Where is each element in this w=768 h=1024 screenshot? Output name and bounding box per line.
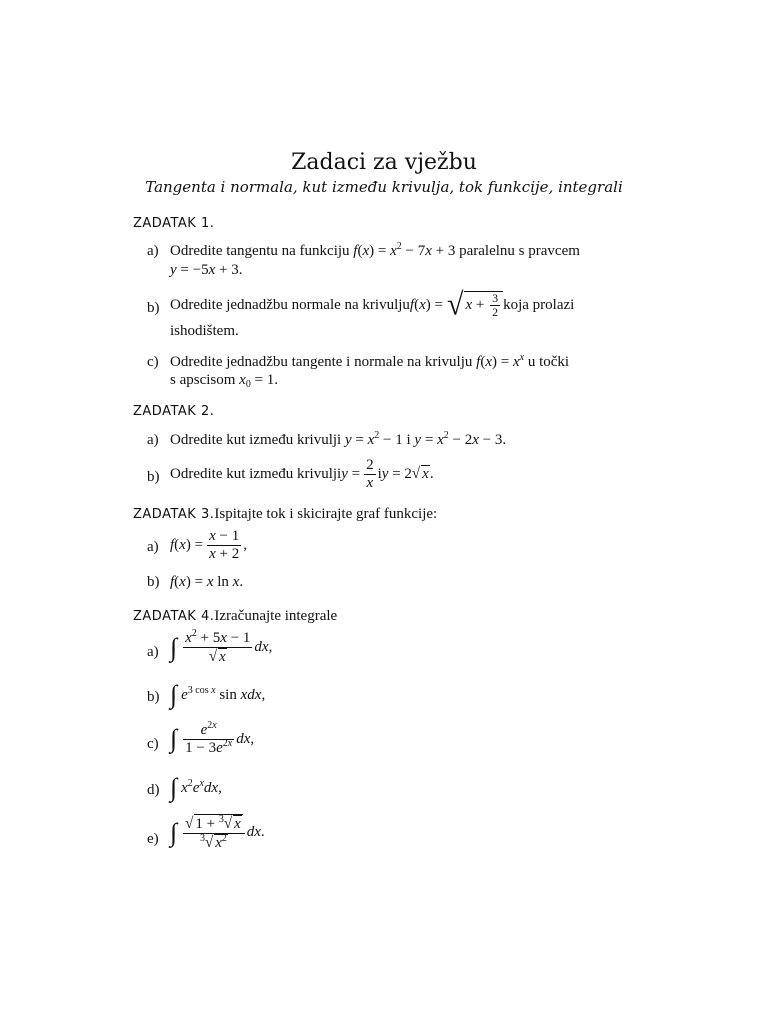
task-4c-integral: ∫ $\frac{e^{2x}}{1 - 3e^{2x}}$ dx, [170,720,255,756]
task-3b-formula: f(x) = x ln x. [170,574,244,590]
task-1a-text [170,243,580,260]
task-4a-integral: ∫ $\frac{x^2 + 5x - 1}{√ x}$ dx, [170,628,273,665]
task-1b-formula: f(x) = [409,296,443,313]
task-4-heading [133,608,337,625]
task-2a-formula-1: $y = x^2 - 1$ [344,430,403,448]
integral-icon: ∫ [170,724,178,753]
task-2a-text-start: Odredite kut između krivulji [170,432,345,448]
task-3-heading [133,506,437,523]
task-4c-label: c) [147,736,159,752]
task-1c-text-start: Odredite jednadžbu tangente i normale na krivulju [170,354,477,370]
sqrt-symbol: √ [446,287,464,322]
task-1a-line2: y = −5x + 3. [170,262,243,278]
task-3b-label: b) [147,574,160,590]
task-2b-label: b) [147,469,160,485]
task-3-heading-label: ZADATAK 3. [133,507,215,522]
task-2b-formula-1: y = [341,465,361,482]
task-4b-integral: ∫ $e^{3 cos x}$ sin xdx, [170,680,266,709]
task-3a-label: a) [147,539,159,555]
page-subtitle: Tangenta i normala, kut između krivulja, tok funkcije, integrali [145,178,623,196]
task-4b-label: b) [147,689,160,705]
task-4-instruction: Izračunajte integrale [214,608,338,624]
task-2b-and: i [377,465,382,482]
task-1a-text-start: Odredite tangentu na funkciju [170,243,354,259]
task-1c-text-end: u točki [524,354,570,370]
task-4e-integral: ∫ $\frac{√ 1 + ^3√ x}{^3√ x^2}$ dx. [170,814,265,851]
integral-icon: ∫ [170,632,178,662]
x0-symbol: $x_0$ [239,372,251,390]
task-1c-line2 [170,372,278,389]
task-1b-line2: ishodištem. [170,323,239,339]
task-3a-formula: f(x) = $\frac{x - 1}{x + 2}$ , [170,528,247,562]
task-2a-label: a) [147,432,159,448]
task-1c-line2-start: s apscisom [170,372,240,388]
task-4a-label: a) [147,644,159,660]
task-1-heading: ZADATAK 1. [133,216,215,231]
task-1a-text-end: paralelnu s pravcem [455,243,580,259]
task-1c-label: c) [147,354,159,370]
task-4d-integral: ∫ $x^2e^xdx$, [170,773,222,802]
task-4e-label: e) [147,831,159,847]
integral-icon: ∫ [170,773,178,802]
task-2b-text-start: Odredite kut između krivulji [170,465,342,482]
task-2b-text: Odredite kut između krivulji y = $\frac{2}{x}$ i y = 2√ x. [170,457,434,491]
task-2-heading: ZADATAK 2. [133,404,215,419]
task-1b-text: Odredite jednadžbu normale na krivulju f(x) = √ x + $\frac{3}{2}$ koja prolazi [170,287,575,322]
task-1b-label: b) [147,300,160,316]
task-4d-label: d) [147,782,160,798]
task-2a-and: i [402,432,415,448]
task-1b-text-end: koja prolazi [503,296,575,313]
page-title: Zadaci za vježbu [291,150,477,175]
task-3-instruction: Ispitajte tok i skicirajte graf funkcije: [214,506,438,522]
integral-icon: ∫ [170,817,178,847]
task-4-heading-label: ZADATAK 4. [133,609,215,624]
task-2a-formula-2: $y = x^2 - 2x - 3$. [414,430,507,448]
task-1c-line2-end: = 1. [250,372,279,388]
task-1b-text-start: Odredite jednadžbu normale na krivulju [170,296,410,313]
task-1c-text [170,354,569,371]
task-2b-formula-2: y = 2√ x. [381,465,434,483]
integral-icon: ∫ [170,680,178,709]
task-1c-formula: $f(x) = x^x$ [476,352,525,370]
task-2a-text [170,432,506,449]
task-1a-label: a) [147,243,159,259]
task-1a-formula: $f(x) = x^2 - 7x + 3$ [353,241,456,259]
